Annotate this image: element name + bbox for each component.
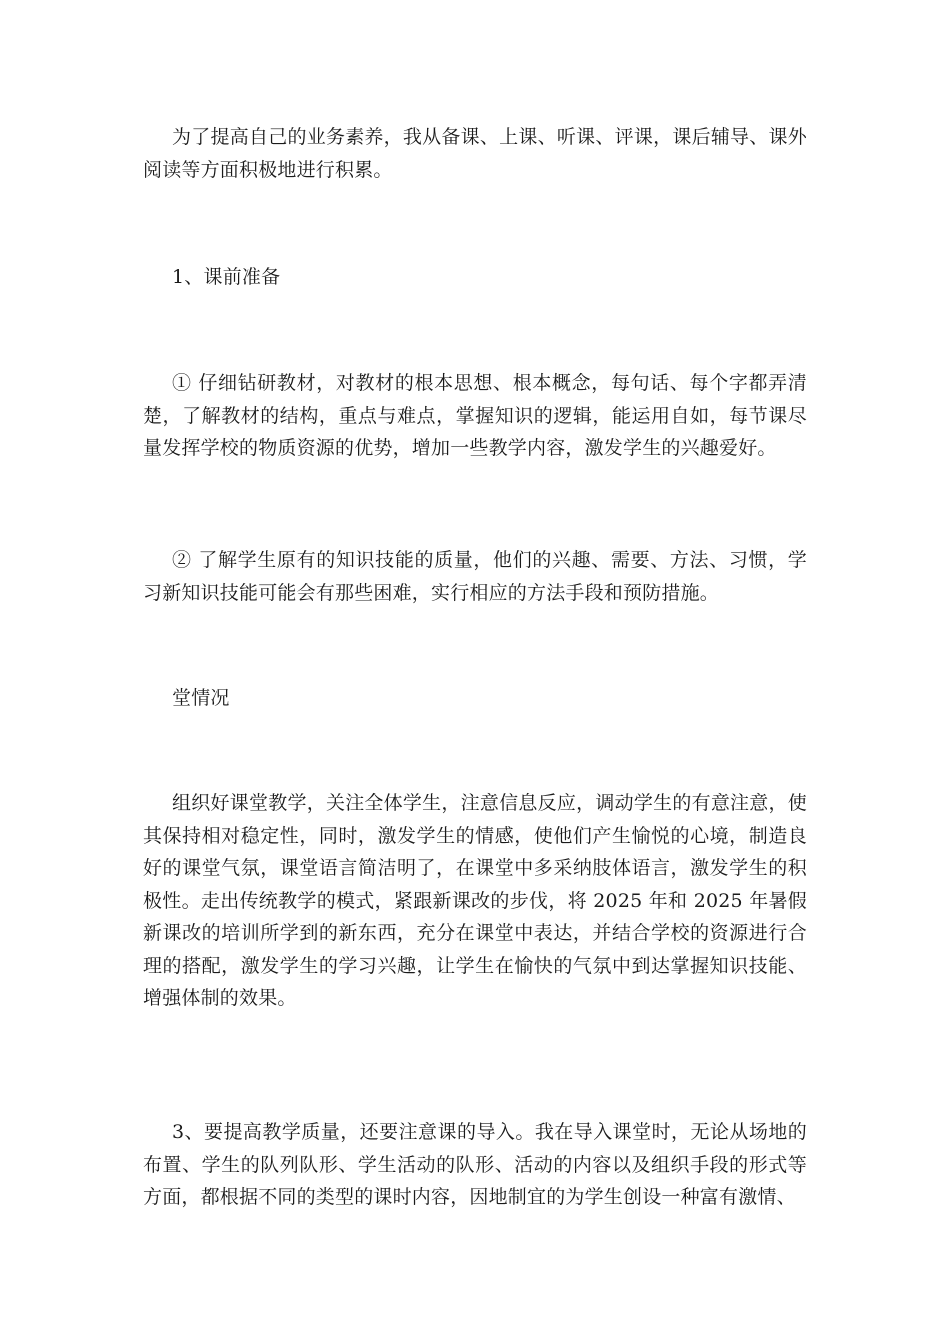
section-heading-lesson-preparation: 1、课前准备 <box>172 266 281 288</box>
preparation-item-1: ① 仔细钻研教材，对教材的根本思想、根本概念，每句话、每个字都弄清楚，了解教材的结构，重点与难点，掌握知识的逻辑，能运用自如，每节课尽量发挥学校的物质资源的优势，增加一些教学内容，激发学生的兴趣爱好。 <box>143 372 807 459</box>
section-heading-classroom: 堂情况 <box>172 687 230 709</box>
preparation-item-2: ② 了解学生原有的知识技能的质量，他们的兴趣、需要、方法、习惯，学习新知识技能可能会有那些困难，实行相应的方法手段和预防措施。 <box>143 549 807 604</box>
lesson-introduction-paragraph: 3、要提高教学质量，还要注意课的导入。我在导入课堂时，无论从场地的布置、学生的队列队形、学生活动的队形、活动的内容以及组织手段的形式等方面，都根据不同的类型的课时内容，因地制宜的为学生创设一种富有激情、 <box>143 1121 807 1208</box>
classroom-paragraph: 组织好课堂教学，关注全体学生，注意信息反应，调动学生的有意注意，使其保持相对稳定性，同时，激发学生的情感，使他们产生愉悦的心境，制造良好的课堂气氛，课堂语言简洁明了，在课堂中多采纳肢体语言，激发学生的积极性。走出传统教学的模式，紧跟新课改的步伐，将 2025 年和 2025 年暑假新课改的培训所学到的新东西，充分在课堂中表达，并结合学校的资源进行合理的搭配，激发学生的学习兴趣，让学生在愉快的气氛中到达掌握知识技能、增强体制的效果。 <box>143 792 807 1009</box>
intro-paragraph: 为了提高自己的业务素养，我从备课、上课、听课、评课，课后辅导、课外阅读等方面积极地进行积累。 <box>143 126 807 181</box>
